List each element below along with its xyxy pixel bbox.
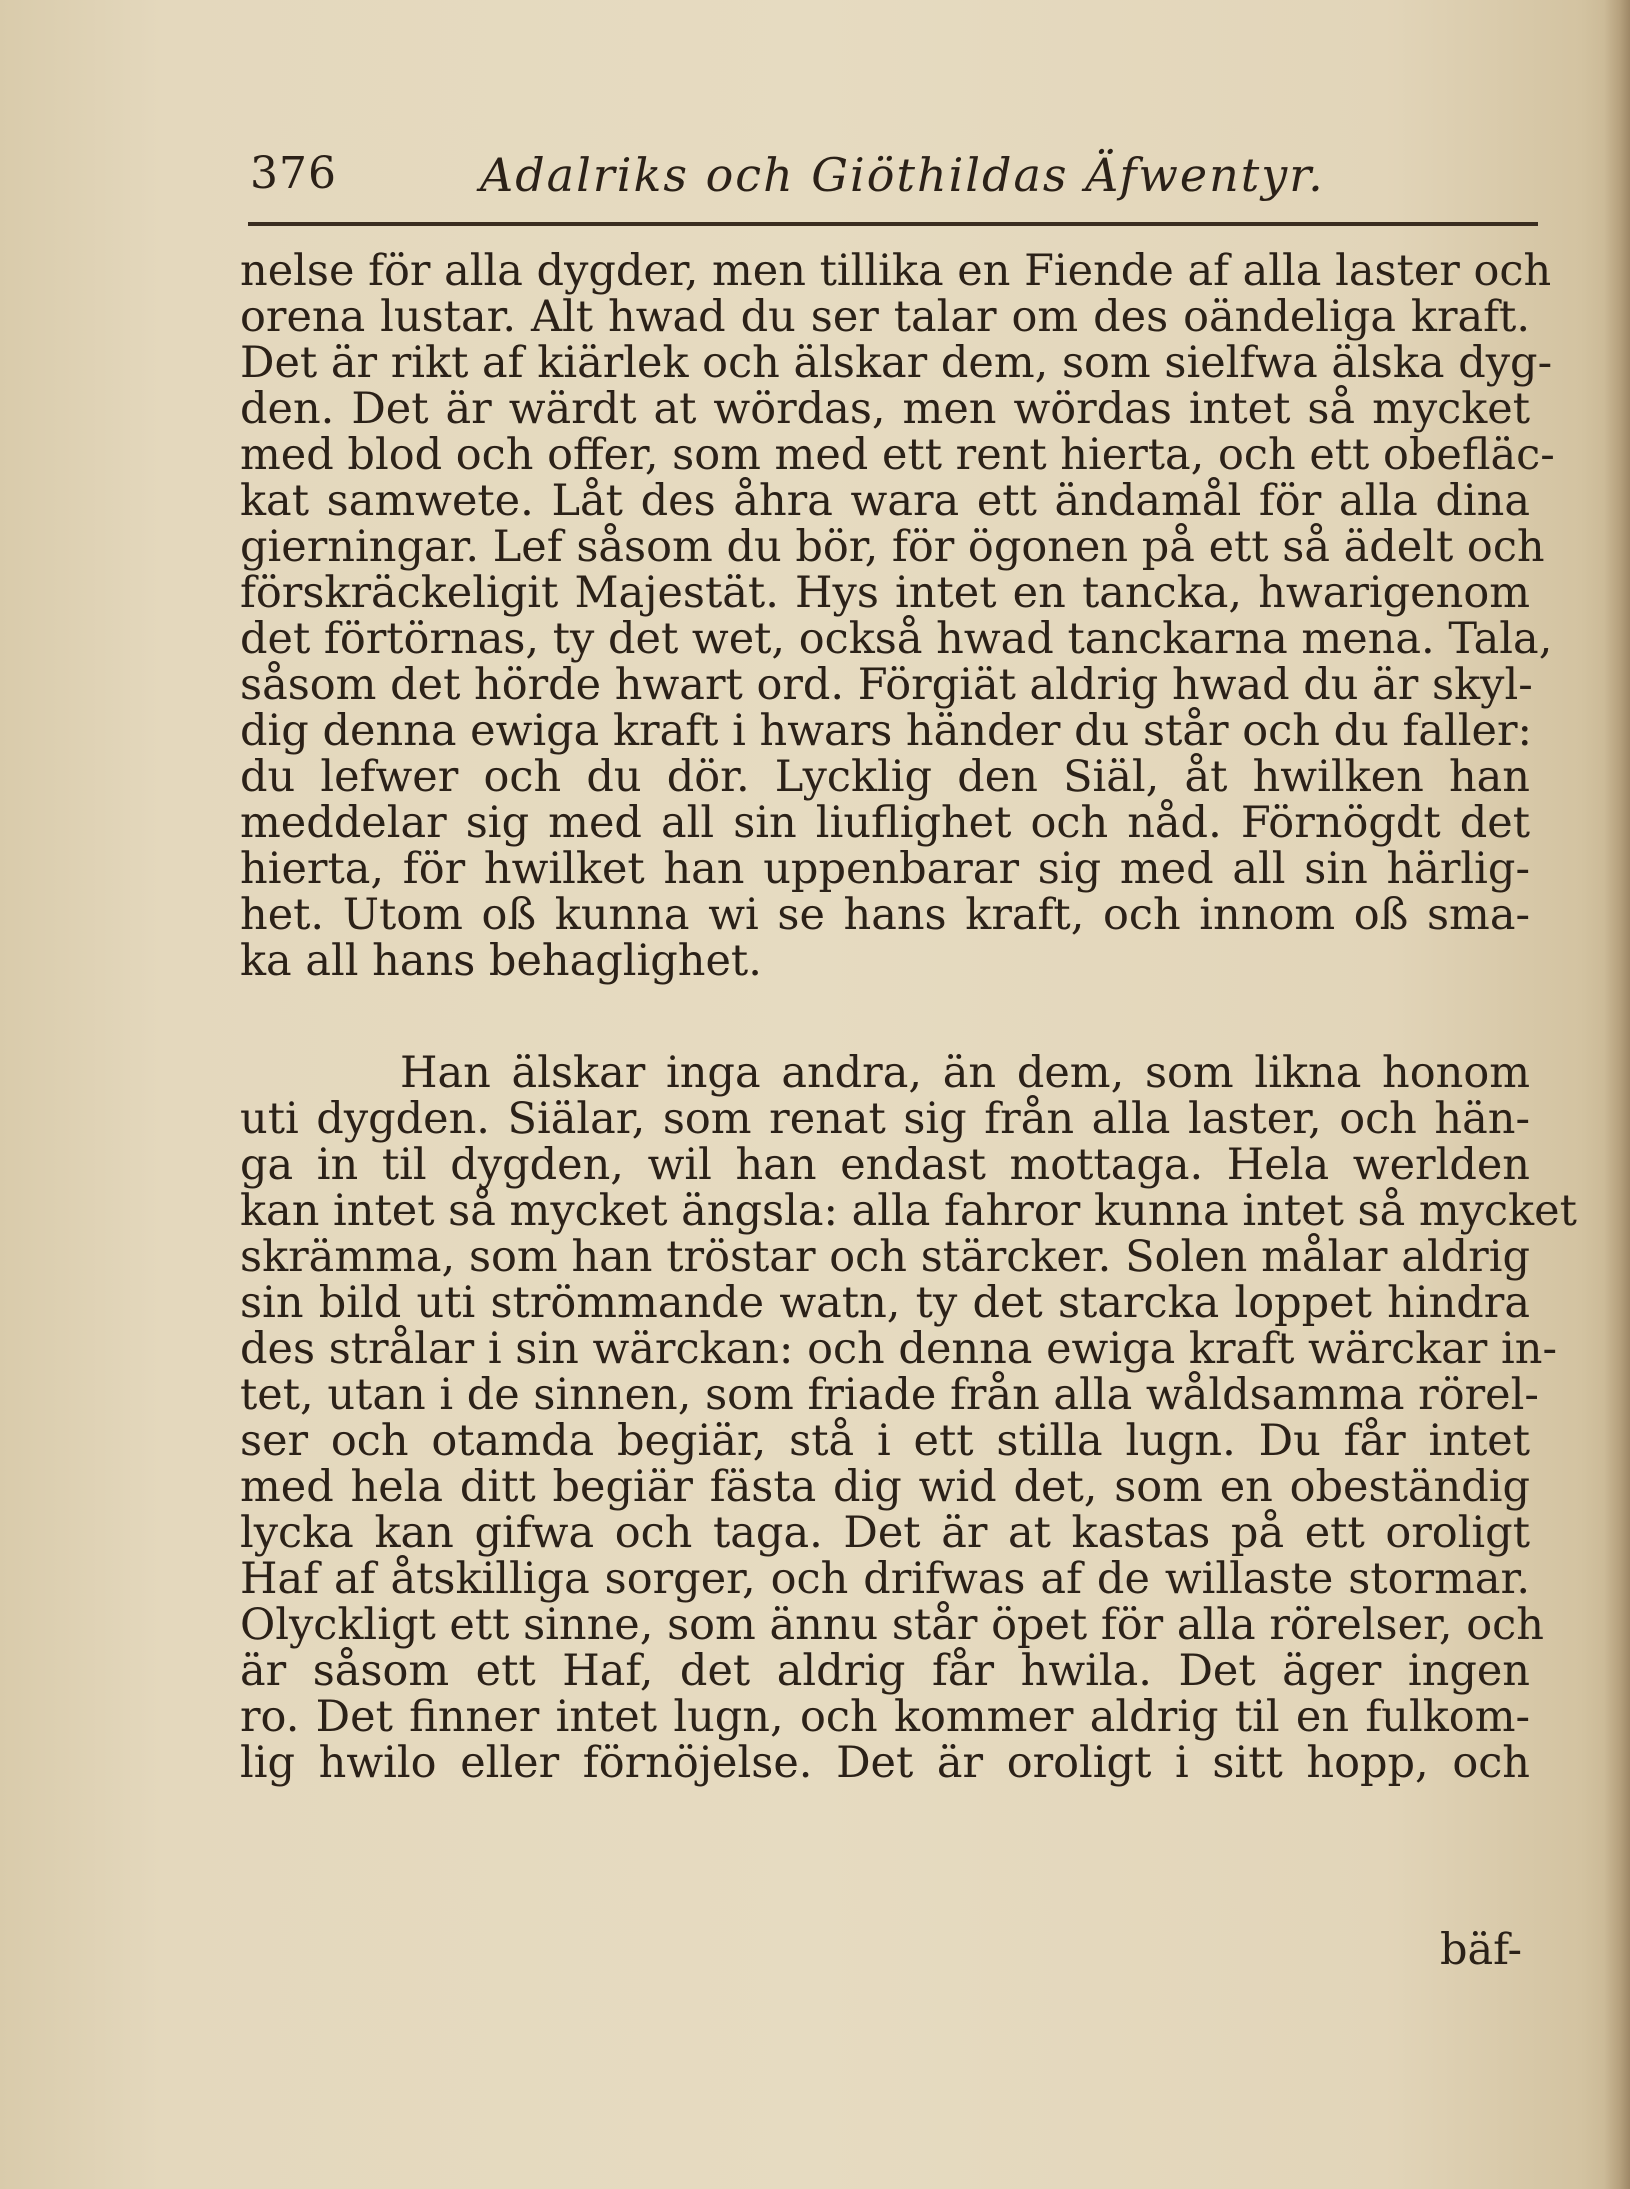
text-line: Det är rikt af kiärlek och älskar dem, som sielfwa älska dyg- [240,338,1553,388]
paragraph-gap [240,984,1530,1050]
text-line: meddelar sig med all sin liuflighet och nåd. Förnögdt det [240,798,1530,848]
text-line: het. Utom oß kunna wi se hans kraft, och innom oß sma- [240,890,1530,940]
text-line: är såsom ett Haf, det aldrig får hwila. Det äger ingen [240,1646,1530,1696]
text-line: Han älskar inga andra, än dem, som likna honom [400,1048,1530,1098]
text-line: skrämma, som han tröstar och stärcker. Solen målar aldrig [240,1232,1530,1282]
text-line: såsom det hörde hwart ord. Förgiät aldrig hwad du är skyl- [240,660,1533,710]
text-line: med hela ditt begiär fästa dig wid det, som en obeständig [240,1462,1530,1512]
text-line: Haf af åtskilliga sorger, och drifwas af de willaste stormar. [240,1554,1530,1604]
text-line: du lefwer och du dör. Lycklig den Siäl, åt hwilken han [240,752,1530,802]
text-line: ka all hans behaglighet. [240,936,762,986]
text-line: lycka kan gifwa och taga. Det är at kastas på ett oroligt [240,1508,1530,1558]
text-line: hierta, för hwilket han uppenbarar sig med all sin härlig- [240,844,1530,894]
text-line: sin bild uti strömmande watn, ty det starcka loppet hindra [240,1278,1530,1328]
body-text [240,246,1577,1788]
text-line: nelse för alla dygder, men tillika en Fiende af alla laster och [240,246,1552,296]
text-line: tet, utan i de sinnen, som friade från alla wåldsamma rörel- [240,1370,1539,1420]
paragraph-1 [240,246,1555,986]
text-line: gierningar. Lef såsom du bör, för ögonen på ett så ädelt och [240,522,1545,572]
text-line: uti dygden. Siälar, som renat sig från alla laster, och hän- [240,1094,1530,1144]
text-line: orena lustar. Alt hwad du ser talar om des oändeliga kraft. [240,292,1530,342]
page-header [240,140,1540,210]
page-number: 376 [250,148,337,199]
text-line: Olyckligt ett sinne, som ännu står öpet för alla rörelser, och [240,1600,1544,1650]
text-line: des strålar i sin wärckan: och denna ewiga kraft wärckar in- [240,1324,1558,1374]
text-line: med blod och offer, som med ett rent hierta, och ett obefläc- [240,430,1555,480]
page-edge-shadow [1604,0,1630,2189]
text-line: dig denna ewiga kraft i hwars händer du står och du faller: [240,706,1533,756]
running-title: Adalriks och Giöthildas Äfwentyr. [480,148,1325,202]
text-line: lig hwilo eller förnöjelse. Det är oroligt i sitt hopp, och [240,1738,1530,1788]
catchword: bäf- [1440,1925,1523,1975]
text-line: ga in til dygden, wil han endast mottaga. Hela werlden [240,1140,1530,1190]
text-line: kat samwete. Låt des åhra wara ett ändamål för alla dina [240,476,1530,526]
header-rule [248,222,1538,226]
text-line: förskräckeligit Majestät. Hys intet en tancka, hwarigenom [240,568,1530,618]
text-line: ser och otamda begiär, stå i ett stilla lugn. Du får intet [240,1416,1530,1466]
text-line: kan intet så mycket ängsla: alla fahror kunna intet så mycket [240,1186,1577,1236]
paragraph-2 [240,1048,1577,1788]
text-line: det förtörnas, ty det wet, också hwad tanckarna mena. Tala, [240,614,1553,664]
text-line: ro. Det finner intet lugn, och kommer aldrig til en fulkom- [240,1692,1530,1742]
text-line: den. Det är wärdt at wördas, men wördas intet så mycket [240,384,1530,434]
